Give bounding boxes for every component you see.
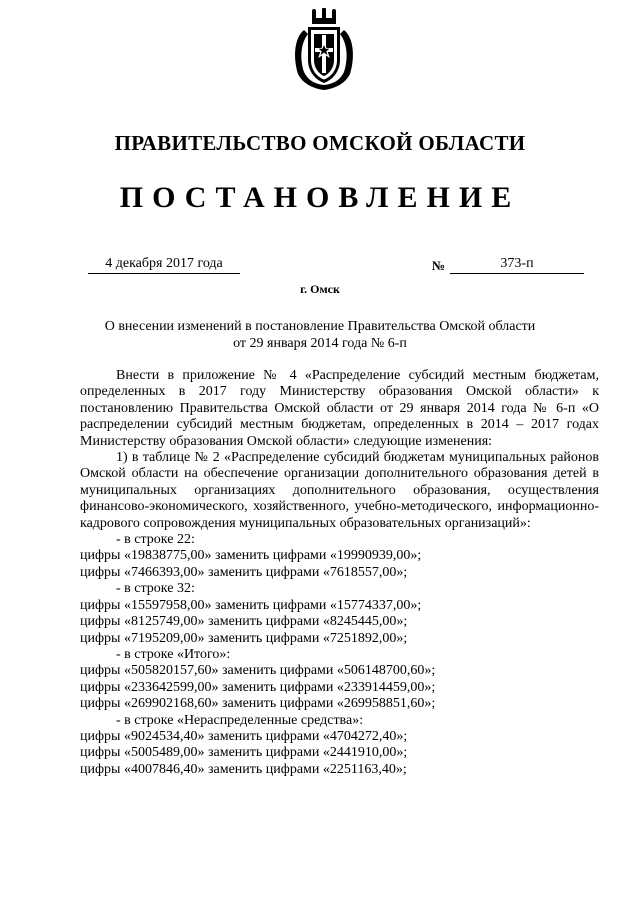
change-line: цифры «15597958,00» заменить цифрами «15774337,00»; xyxy=(80,597,422,613)
change-line: цифры «269902168,60» заменить цифрами «269958851,60»; xyxy=(80,696,436,712)
change-line: цифры «7466393,00» заменить цифрами «7618557,00»; xyxy=(80,564,408,580)
intro-paragraph: Внести в приложение № 4 «Распределение субсидий местным бюджетам, определенных в 2017 году Министерству образования Омской области» к постановлению Правительства Омской области от 29 января 2014 года № 6-п «О распределении субсидий местным бюджетам, определенных в 2014 – 2017 годах Министерству образования Омской области» следующие изменения: xyxy=(80,368,599,449)
organization-title: ПРАВИТЕЛЬСТВО ОМСКОЙ ОБЛАСТИ xyxy=(114,131,526,155)
document-subject xyxy=(80,318,560,352)
change-line: цифры «505820157,60» заменить цифрами «506148700,60»; xyxy=(80,663,436,679)
change-line: цифры «4007846,40» заменить цифрами «2251163,40»; xyxy=(80,761,407,777)
document-type-title: ПОСТАНОВЛЕНИЕ xyxy=(119,181,521,214)
document-date: 4 декабря 2017 года xyxy=(88,256,240,274)
change-line: цифры «19838775,00» заменить цифрами «19990939,00»; xyxy=(80,548,422,564)
number-label: № xyxy=(432,258,446,273)
document-body xyxy=(80,368,599,778)
change-line: цифры «233642599,00» заменить цифрами «233914459,00»; xyxy=(80,679,436,695)
change-line: цифры «9024534,40» заменить цифрами «4704272,40»; xyxy=(80,728,408,744)
change-line: цифры «5005489,00» заменить цифрами «2441910,00»; xyxy=(80,745,408,761)
subject-line: от 29 января 2014 года № 6-п xyxy=(233,336,407,351)
change-line: цифры «8125749,00» заменить цифрами «8245445,00»; xyxy=(80,614,408,630)
change-line: - в строке 22: xyxy=(116,532,195,548)
change-line: - в строке «Итого»: xyxy=(116,646,231,662)
coat-of-arms-icon xyxy=(290,8,358,92)
change-line: цифры «7195209,00» заменить цифрами «7251892,00»; xyxy=(80,630,408,646)
change-line: - в строке 32: xyxy=(116,581,195,597)
document-number: 373-п xyxy=(450,256,584,274)
clause-paragraph: 1) в таблице № 2 «Распределение субсидий бюджетам муниципальных районов Омской области на обеспечение организации дополнительного образования детей в муниципальных организациях дополнительного образования, осуществления финансово-экономического, хозяйственного, учебно-методического, информационно-кадрового сопровождения муниципальных образовательных организаций»: xyxy=(80,450,599,531)
subject-line: О внесении изменений в постановление Правительства Омской области xyxy=(104,319,536,334)
city-name: г. Омск xyxy=(300,282,340,296)
change-line: - в строке «Нераспределенные средства»: xyxy=(116,712,364,728)
